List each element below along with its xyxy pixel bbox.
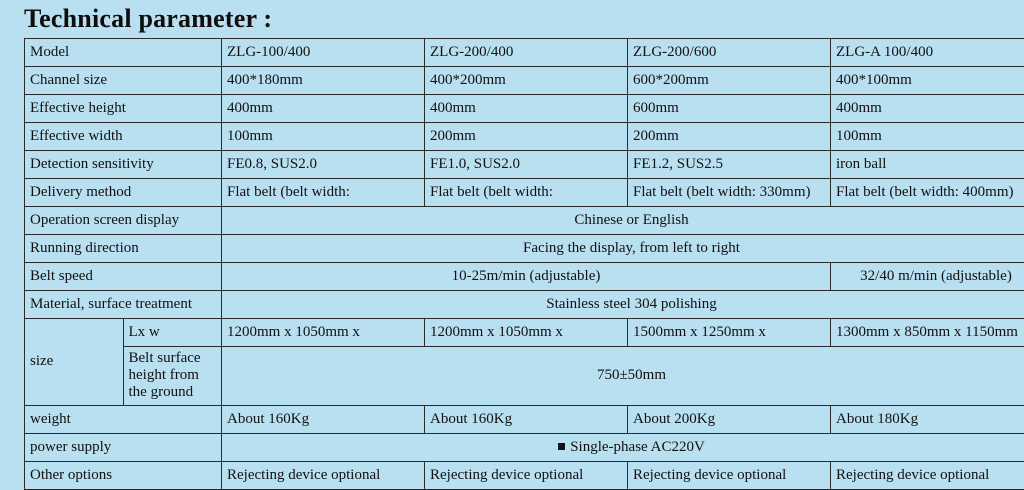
table-row <box>25 207 1024 235</box>
table-row <box>25 95 1024 123</box>
row-cell <box>222 434 1024 462</box>
table-row <box>25 67 1024 95</box>
row-label: Other options <box>25 462 222 490</box>
row-cell: 400mm <box>425 95 628 123</box>
row-cell: 1500mm x 1250mm x <box>628 319 831 347</box>
row-cell: ZLG-200/400 <box>425 39 628 67</box>
row-cell: About 180Kg <box>831 406 1024 434</box>
row-cell: 100mm <box>831 123 1024 151</box>
table-row <box>25 123 1024 151</box>
row-cell: 400*100mm <box>831 67 1024 95</box>
row-cell: 600*200mm <box>628 67 831 95</box>
row-label: Channel size <box>25 67 222 95</box>
row-cell: Flat belt (belt width: 400mm) <box>831 179 1024 207</box>
row-cell: ZLG-100/400 <box>222 39 425 67</box>
table-row <box>25 151 1024 179</box>
table-row <box>25 462 1024 490</box>
row-cell: Stainless steel 304 polishing <box>222 291 1024 319</box>
row-cell: 10-25m/min (adjustable) <box>222 263 831 291</box>
row-cell: Facing the display, from left to right <box>222 235 1024 263</box>
table-row <box>25 406 1024 434</box>
size-sub-label-belt-height: Belt surface height from the ground <box>123 347 222 406</box>
row-label: Effective height <box>25 95 222 123</box>
row-cell: 750±50mm <box>222 347 1024 406</box>
row-cell: Rejecting device optional <box>425 462 628 490</box>
table-row <box>25 179 1024 207</box>
row-cell: 400mm <box>831 95 1024 123</box>
row-label: Detection sensitivity <box>25 151 222 179</box>
bullet-square-icon <box>558 443 565 450</box>
row-label: Material, surface treatment <box>25 291 222 319</box>
table-row <box>25 319 1024 347</box>
row-cell: 100mm <box>222 123 425 151</box>
row-label: Effective width <box>25 123 222 151</box>
row-label: Model <box>25 39 222 67</box>
page-title: Technical parameter : <box>0 0 1024 38</box>
row-cell: 32/40 m/min (adjustable) <box>831 263 1024 291</box>
row-label: weight <box>25 406 222 434</box>
row-cell: 1200mm x 1050mm x <box>222 319 425 347</box>
row-cell: 400*200mm <box>425 67 628 95</box>
row-cell: ZLG-A 100/400 <box>831 39 1024 67</box>
row-cell: Flat belt (belt width: <box>222 179 425 207</box>
row-cell: 200mm <box>628 123 831 151</box>
size-sub-label-lxw: Lx w <box>123 319 222 347</box>
table-row <box>25 235 1024 263</box>
row-label: Belt speed <box>25 263 222 291</box>
table-row <box>25 434 1024 462</box>
table-row <box>25 263 1024 291</box>
row-cell: Rejecting device optional <box>222 462 425 490</box>
row-cell: iron ball <box>831 151 1024 179</box>
row-cell: FE1.0, SUS2.0 <box>425 151 628 179</box>
row-cell: Chinese or English <box>222 207 1024 235</box>
table-row <box>25 291 1024 319</box>
table-row <box>25 347 1024 406</box>
row-cell: Flat belt (belt width: 330mm) <box>628 179 831 207</box>
row-cell: 400mm <box>222 95 425 123</box>
row-cell: FE0.8, SUS2.0 <box>222 151 425 179</box>
row-cell: Rejecting device optional <box>831 462 1024 490</box>
technical-parameter-table <box>24 38 1024 490</box>
row-cell: 400*180mm <box>222 67 425 95</box>
row-cell: Rejecting device optional <box>628 462 831 490</box>
row-cell: Flat belt (belt width: <box>425 179 628 207</box>
row-cell: 600mm <box>628 95 831 123</box>
power-supply-value: Single-phase AC220V <box>570 439 705 455</box>
row-cell: ZLG-200/600 <box>628 39 831 67</box>
row-cell: About 160Kg <box>425 406 628 434</box>
row-cell: FE1.2, SUS2.5 <box>628 151 831 179</box>
row-label: Running direction <box>25 235 222 263</box>
row-label: Operation screen display <box>25 207 222 235</box>
row-label: power supply <box>25 434 222 462</box>
row-cell: About 200Kg <box>628 406 831 434</box>
row-label: Delivery method <box>25 179 222 207</box>
row-cell: 200mm <box>425 123 628 151</box>
row-cell: 1200mm x 1050mm x <box>425 319 628 347</box>
row-label: size <box>25 319 124 406</box>
row-cell: About 160Kg <box>222 406 425 434</box>
row-cell: 1300mm x 850mm x 1150mm <box>831 319 1024 347</box>
table-row <box>25 39 1024 67</box>
